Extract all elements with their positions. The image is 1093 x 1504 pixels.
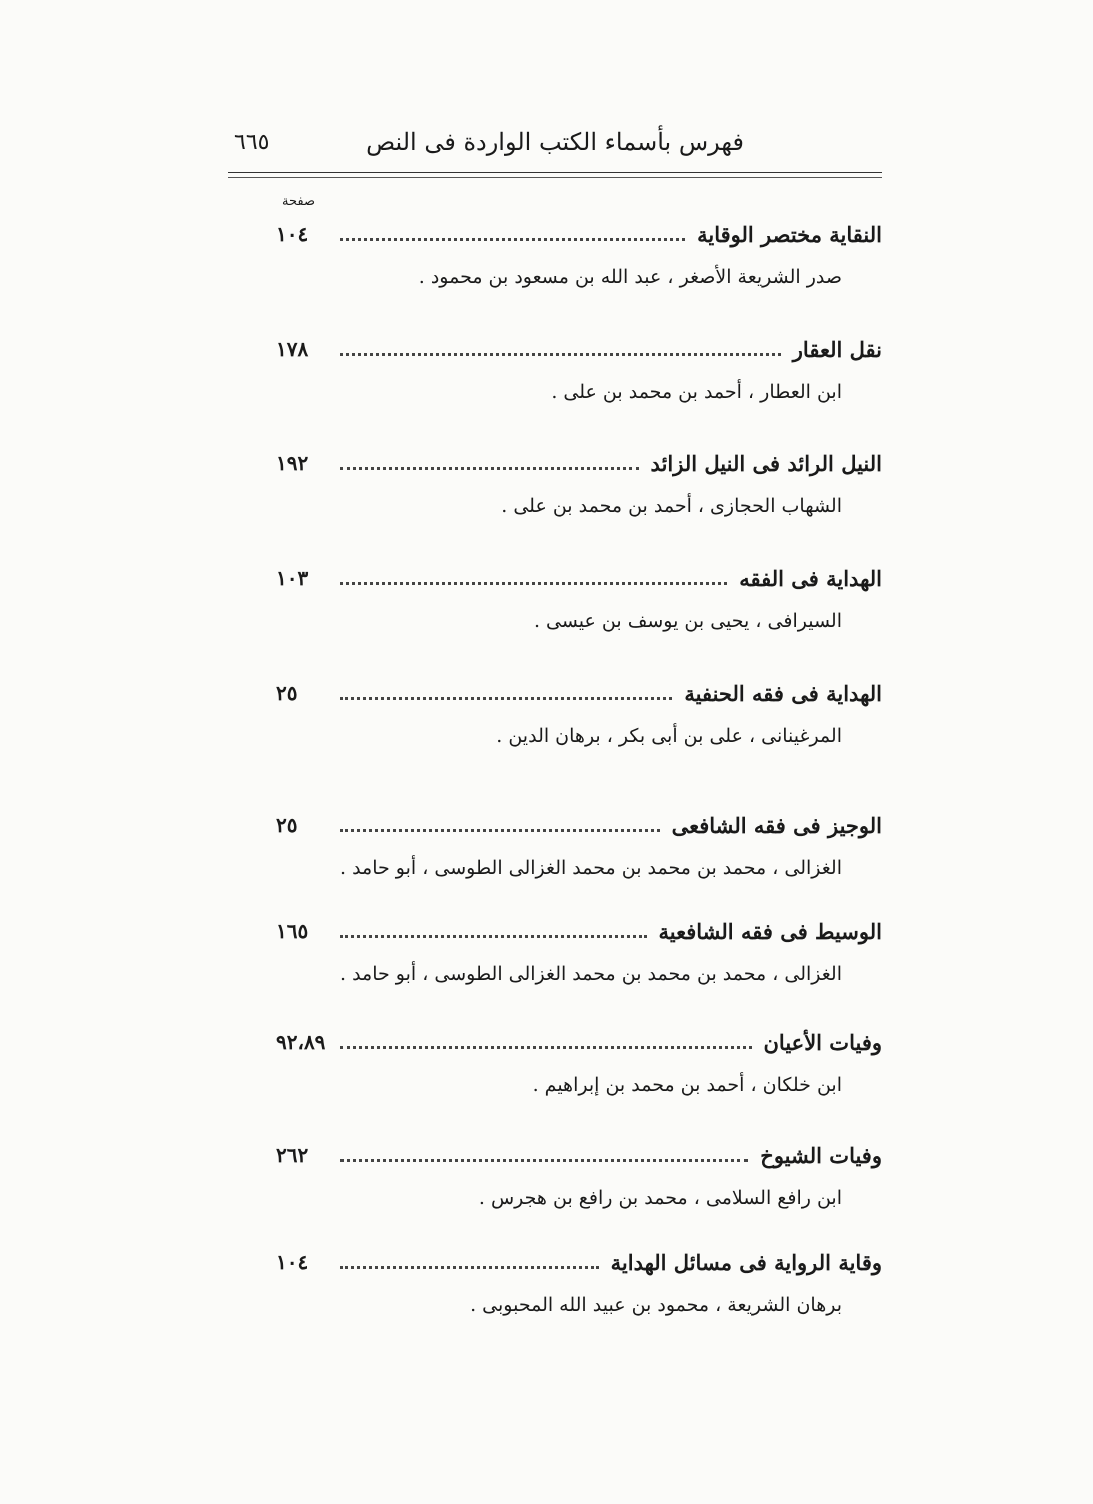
entry-author: السيرافى ، يحيى بن يوسف بن عيسى . [533, 610, 842, 632]
entry-author: الشهاب الحجازى ، أحمد بن محمد بن على . [501, 495, 842, 517]
entry-author: المرغينانى ، على بن أبى بكر ، برهان الدين . [496, 725, 842, 747]
entry-title: نقل العقار [785, 337, 886, 362]
dot-leader [340, 1266, 599, 1269]
index-entry [228, 911, 882, 985]
entry-title-row [228, 911, 882, 951]
entry-page-ref: ١٠٣ [276, 566, 309, 590]
dot-leader [340, 467, 639, 470]
entry-author: الغزالى ، محمد بن محمد بن محمد الغزالى الطوسى ، أبو حامد . [339, 857, 842, 879]
entry-author: صدر الشريعة الأصغر ، عبد الله بن مسعود بن محمود . [418, 266, 842, 288]
entry-title: وفيات الشيوخ [752, 1143, 886, 1168]
dot-leader [340, 829, 660, 832]
entry-title: الوسيط فى فقه الشافعية [651, 919, 886, 944]
entry-title-row [228, 805, 882, 845]
entry-page-ref: ٢٥ [276, 681, 298, 705]
page-number: ٦٦٥ [234, 130, 270, 155]
entry-title: الهداية فى الفقه [731, 566, 886, 591]
entry-page-ref: ٢٥ [276, 813, 298, 837]
dot-leader [340, 697, 672, 700]
entry-title-row [228, 329, 882, 369]
index-entry [228, 214, 882, 288]
entry-title-row [228, 214, 882, 254]
dot-leader [340, 935, 647, 938]
entry-title: الهداية فى فقه الحنفية [676, 681, 886, 706]
entry-author: الغزالى ، محمد بن محمد بن محمد الغزالى الطوسى ، أبو حامد . [339, 963, 842, 985]
entry-author: برهان الشريعة ، محمود بن عبيد الله المحبوبى . [470, 1294, 842, 1316]
index-entry [228, 1022, 882, 1096]
entry-title-row [228, 1135, 882, 1175]
index-entry [228, 805, 882, 879]
index-entry [228, 673, 882, 747]
entry-page-ref: ١٠٤ [276, 222, 309, 246]
dot-leader [340, 238, 685, 241]
entry-author: ابن رافع السلامى ، محمد بن رافع بن هجرس . [478, 1187, 842, 1209]
entry-page-ref: ١٧٨ [276, 337, 309, 361]
entry-title: الوجيز فى فقه الشافعى [664, 813, 886, 838]
entry-page-ref: ١٦٥ [276, 919, 309, 943]
entry-title-row [228, 443, 882, 483]
running-title: فهرس بأسماء الكتب الواردة فى النص [366, 128, 744, 156]
index-entry [228, 558, 882, 632]
index-entry [228, 1242, 882, 1316]
entry-page-ref: ٢٦٢ [276, 1143, 309, 1167]
entry-title-row [228, 1242, 882, 1282]
entry-title: وقاية الرواية فى مسائل الهداية [603, 1250, 886, 1275]
dot-leader [340, 582, 727, 585]
page-header [228, 128, 882, 168]
page-column-label: صفحة [282, 194, 315, 209]
entry-page-ref: ١٩٢ [276, 451, 309, 475]
dot-leader [340, 1046, 752, 1049]
index-entry [228, 1135, 882, 1209]
entry-author: ابن خلكان ، أحمد بن محمد بن إبراهيم . [532, 1074, 842, 1096]
header-rule [228, 177, 882, 178]
entry-title-row [228, 1022, 882, 1062]
entry-page-ref: ١٠٤ [276, 1250, 309, 1274]
dot-leader [340, 353, 781, 356]
entry-title: وفيات الأعيان [756, 1030, 887, 1055]
index-entry [228, 329, 882, 403]
entry-author: ابن العطار ، أحمد بن محمد بن على . [551, 381, 842, 403]
entry-title: النيل الرائد فى النيل الزائد [643, 451, 886, 476]
entry-page-ref: ٩٢،٨٩ [276, 1030, 326, 1054]
entry-title: النقاية مختصر الوقاية [689, 222, 886, 247]
entry-title-row [228, 673, 882, 713]
index-entry [228, 443, 882, 517]
dot-leader [340, 1159, 748, 1162]
header-rule [228, 172, 882, 173]
entry-title-row [228, 558, 882, 598]
